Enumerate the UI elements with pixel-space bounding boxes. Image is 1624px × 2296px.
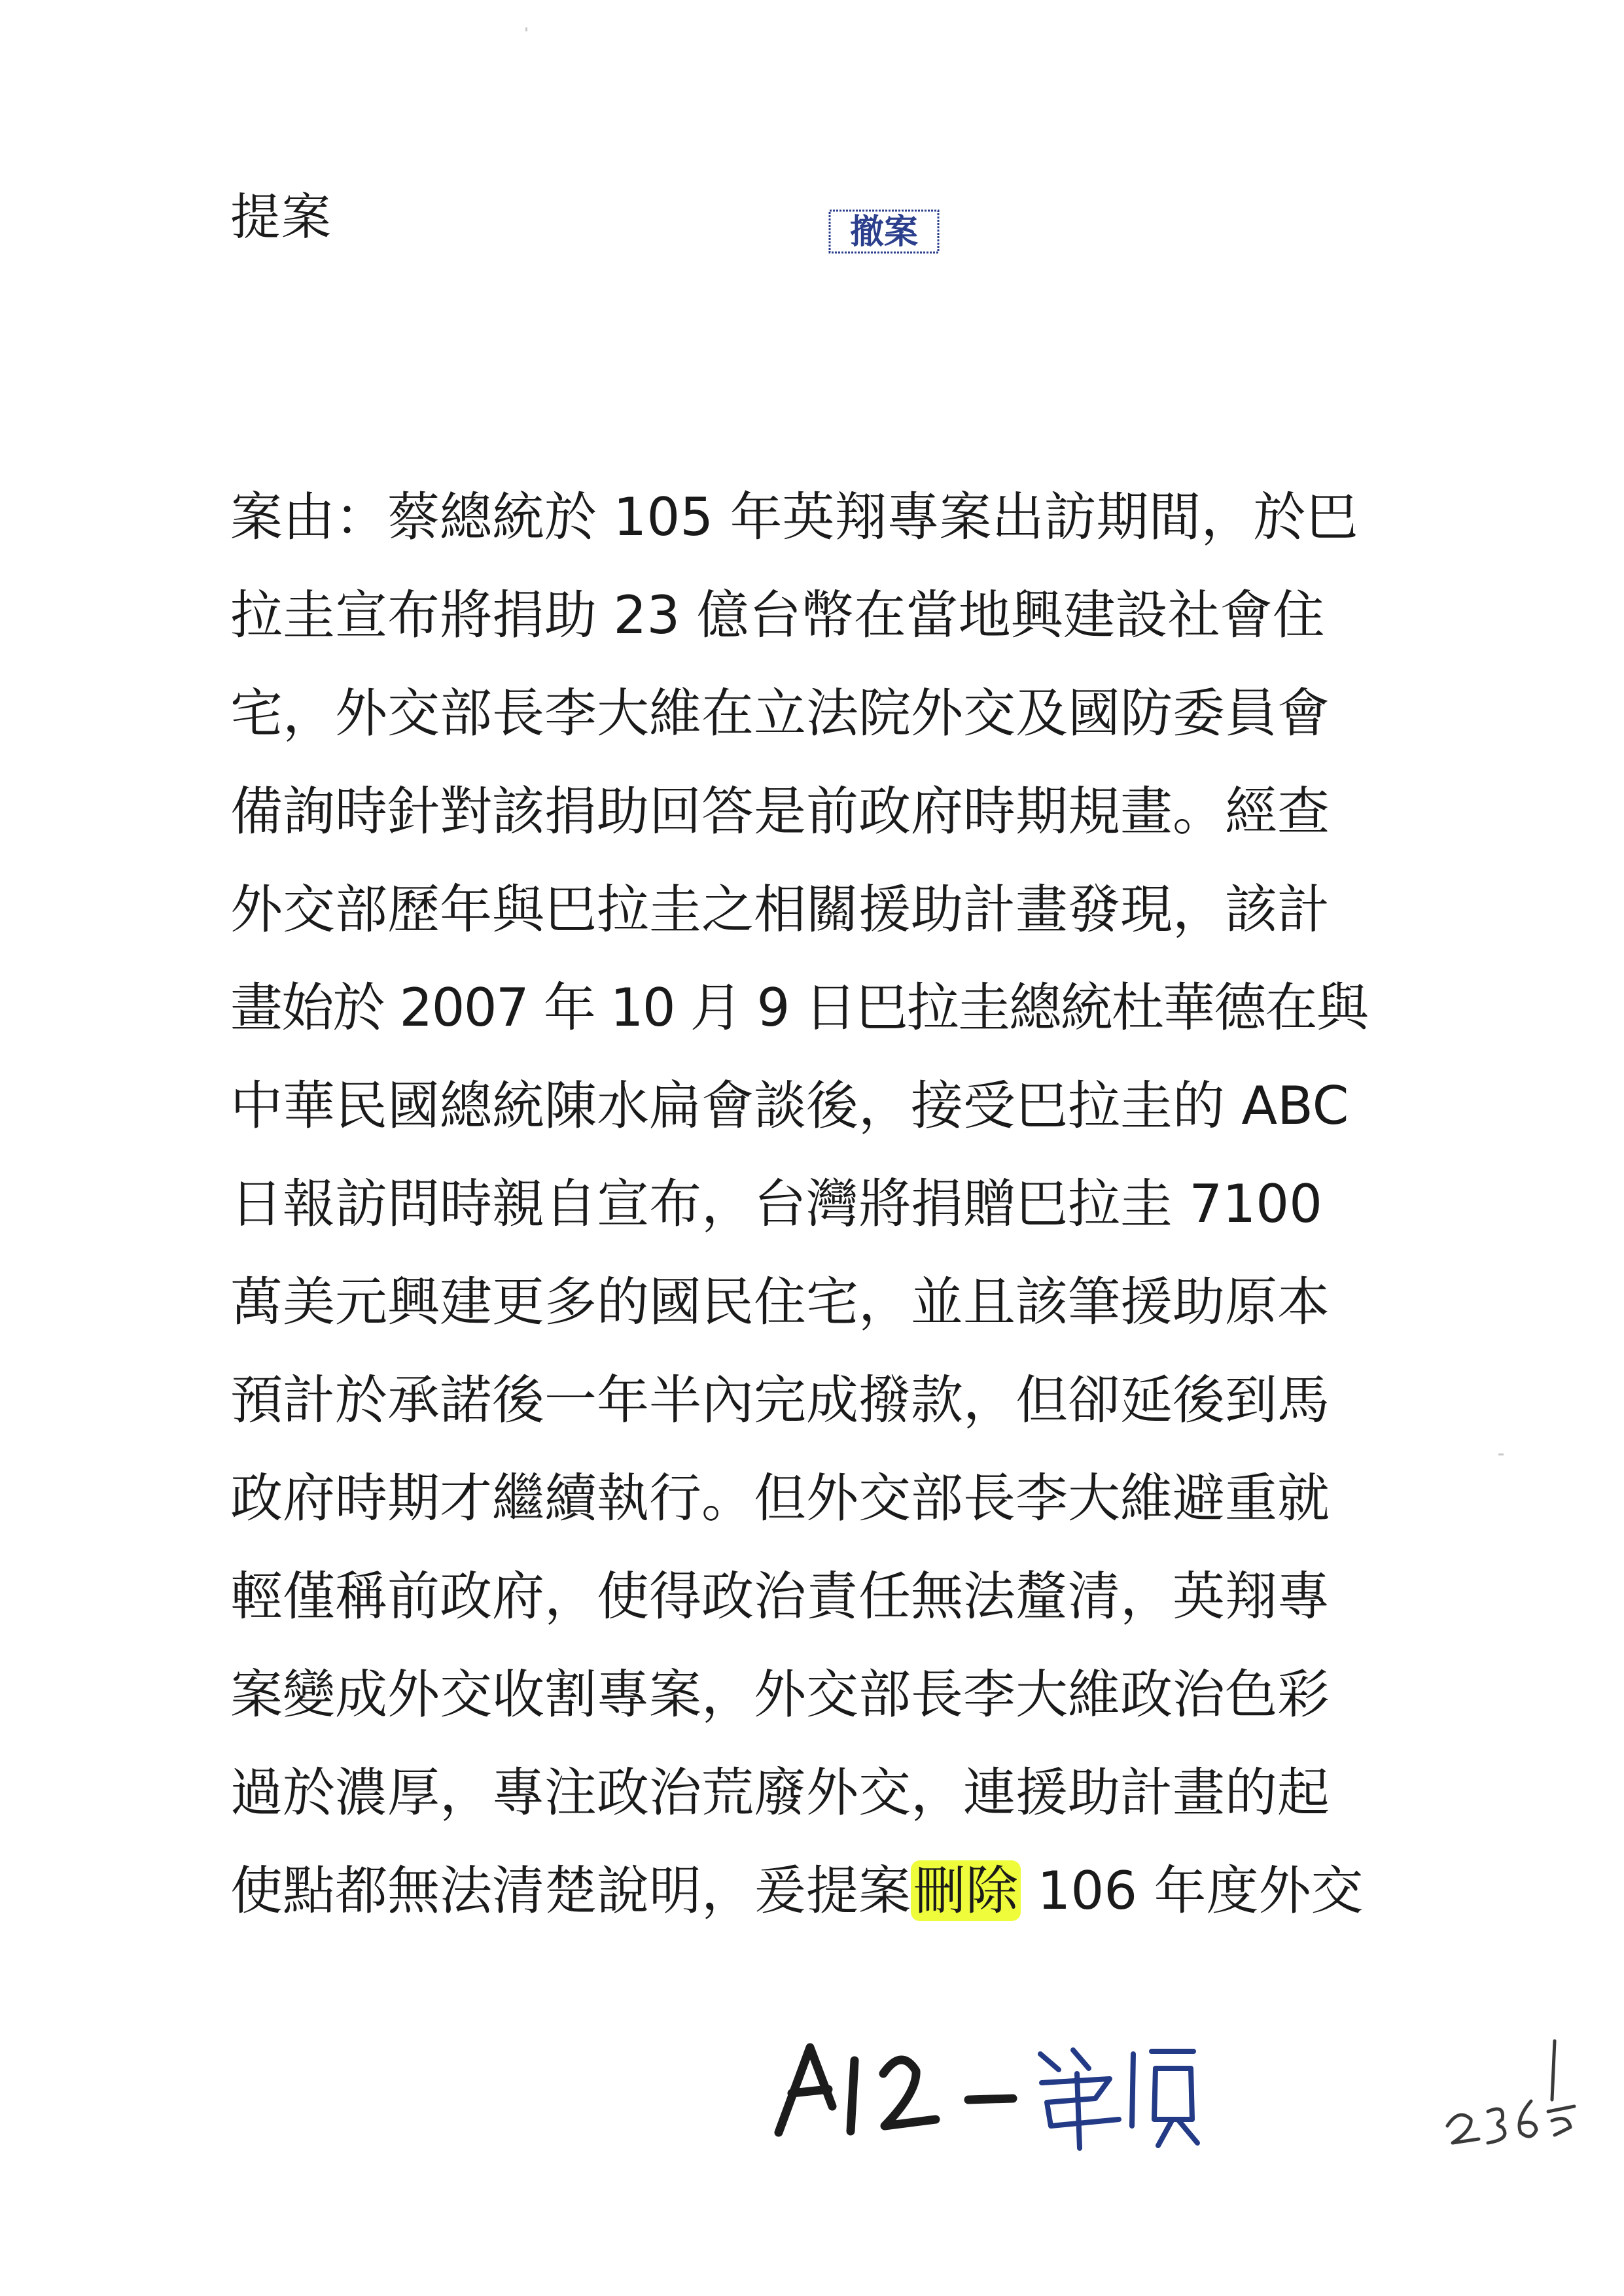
case-reason-text: [230, 481, 1369, 1953]
handwritten-page-number: [1439, 2028, 1583, 2159]
scan-speck: [1498, 1453, 1504, 1455]
text-segment: 使點都無法清楚說明，爰提案: [230, 1860, 911, 1921]
text-line-last: [230, 1854, 1369, 1953]
text-line: 預計於承諾後一年半內完成撥款，但卻延後到馬: [230, 1370, 1330, 1431]
text-line: 中華民國總統陳水扁會談後，接受巴拉圭的 ABC: [230, 1075, 1349, 1136]
page-title: 提案: [230, 188, 332, 246]
stamp-text: 撤案: [849, 213, 919, 252]
text-line: 外交部歷年與巴拉圭之相關援助計畫發現，該計: [230, 879, 1330, 940]
text-line: 畫始於 2007 年 10 月 9 日巴拉圭總統杜華德在與: [230, 977, 1368, 1038]
text-line: 宅，外交部長李大維在立法院外交及國防委員會: [230, 683, 1330, 744]
text-segment: 106 年度外交: [1021, 1860, 1364, 1921]
text-line: 備詢時針對該捐助回答是前政府時期規畫。經查: [230, 781, 1330, 842]
highlighted-word: 刪除: [911, 1860, 1021, 1921]
text-line: 輕僅稱前政府，使得政治責任無法釐清，英翔專: [230, 1566, 1330, 1627]
text-line: 萬美元興建更多的國民住宅，並且該筆援助原本: [230, 1272, 1330, 1332]
text-line: 過於濃厚，專注政治荒廢外交，連援助計畫的起: [230, 1762, 1330, 1823]
withdrawn-stamp: [828, 204, 940, 258]
scan-speck: [525, 27, 527, 31]
text-line: 案由：蔡總統於 105 年英翔專案出訪期間，於巴: [230, 487, 1358, 548]
handwritten-page-ref: [772, 2028, 1204, 2152]
text-line: 政府時期才繼續執行。但外交部長李大維避重就: [230, 1468, 1330, 1529]
text-line: 案變成外交收割專案，外交部長李大維政治色彩: [230, 1664, 1330, 1725]
text-line: 日報訪問時親自宣布，台灣將捐贈巴拉圭 7100: [230, 1174, 1323, 1234]
text-line: 拉圭宣布將捐助 23 億台幣在當地興建設社會住: [230, 585, 1325, 646]
